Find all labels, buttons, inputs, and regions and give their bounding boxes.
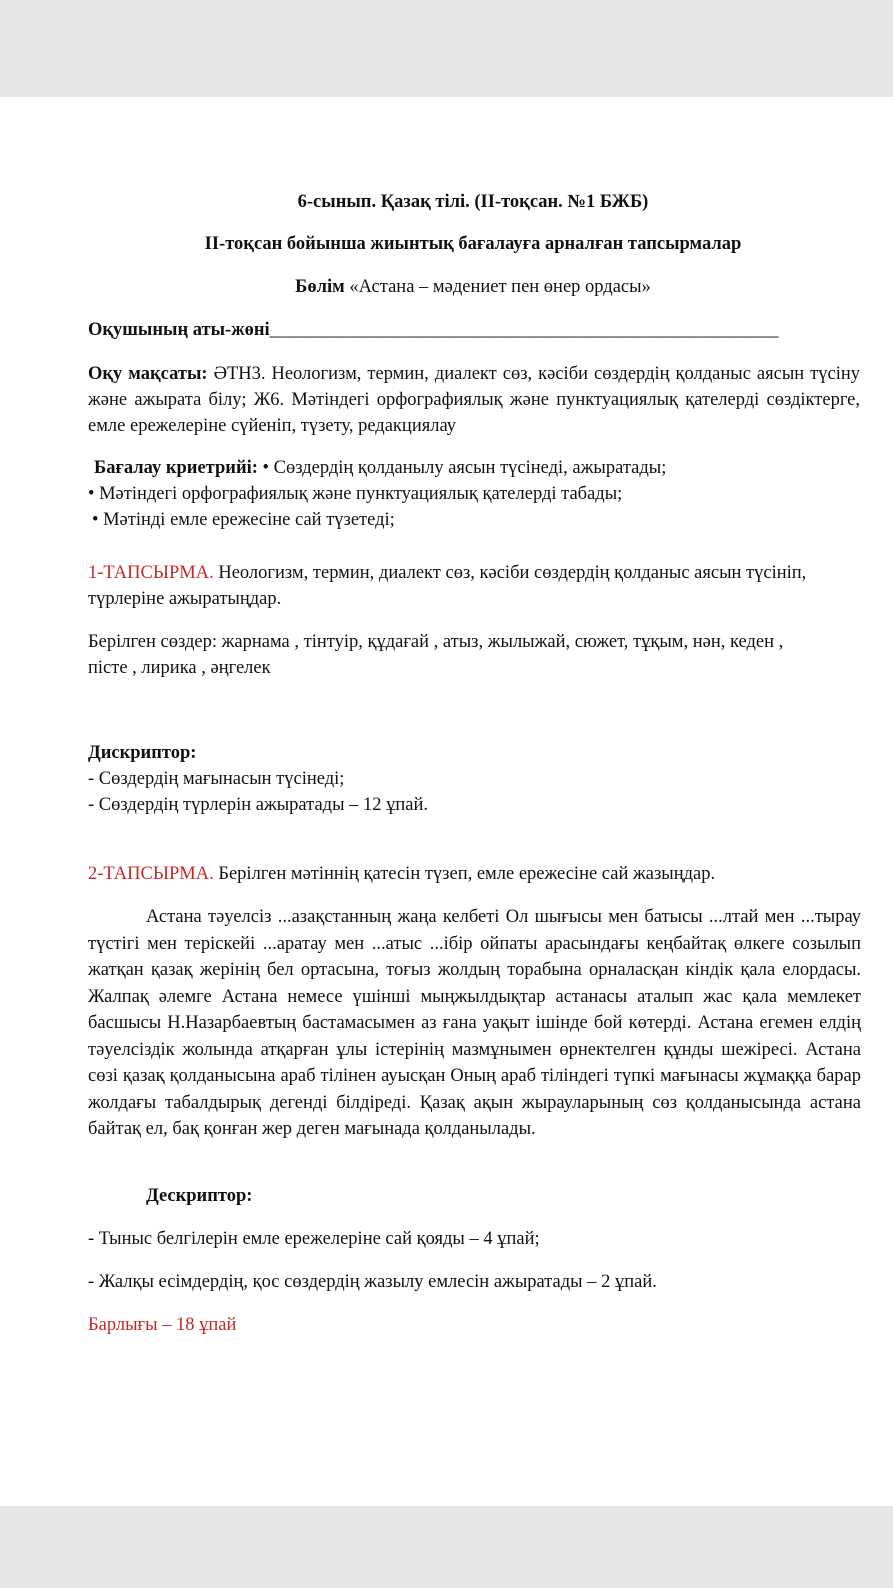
student-name-blank: _______________________________________________________ [269, 320, 779, 340]
objective-label: Оқу мақсаты: [88, 364, 208, 384]
section-line [88, 274, 858, 300]
task-1-descriptor-1: - Сөздердің мағынасын түсінеді; [88, 769, 345, 789]
objective-text: ӘТН3. Неологизм, термин, диалект сөз, кәсіби сөздердің қолданыс аясын түсіну және ажырата білу; Ж6. Мәтіндегі орфографиялық және пунктуациялық қателерді сөздіктерге, емле ережелеріне сүйеніп, түзету, редакциялау [88, 364, 860, 436]
criteria-label: Бағалау криетрийі: [94, 458, 258, 478]
criteria-line-1 [94, 455, 864, 481]
section-label: Бөлім [295, 277, 345, 297]
task-2-descriptor-1: - Тыныс белгілерін емле ережелеріне сай қояды – 4 ұпай; [88, 1229, 540, 1249]
task-2-instruction [88, 861, 863, 887]
section-name: «Астана – мәдениет пен өнер ордасы» [349, 277, 651, 297]
criteria-item-2: • Мәтіндегі орфографиялық және пунктуациялық қателерді табады; [88, 484, 623, 504]
task-2-text: Берілген мәтіннің қатесін түзеп, емле ережесіне сай жазыңдар. [213, 864, 716, 884]
page-subtitle: ІІ-тоқсан бойынша жиынтық бағалауға арналған тапсырмалар [204, 234, 742, 254]
task-2-passage: Астана тәуелсіз ...азақстанның жаңа келбеті Ол шығысы мен батысы ...лтай мен ...тырау түстігі мен теріскейі ...аратау мен ...атыс ...ібір ойпаты арасындағы кеңбайтақ өлкеге созылып жатқан қазақ жерінің бел ортасына, тоғыз жолдың торабына орналасқан кіндік қала елордасы. Жалпақ әлемге Астана немесе үшінші мыңжылдықтар астанасы аталып жас қала мемлекет басшысы Н.Назарбаевтың бастамасымен аз ғана уақыт ішінде бой көтерді. Астана егемен елдің тәуелсіздік жолында атқарған ұлы істерінің мазмұнымен өрнектелген құнды шежіресі. Астана сөзі қазақ қолданысына араб тілінен ауысқан Оның араб тіліндегі түпкі мағынасы жұмаққа барар жолдағы табалдырық дегенді білдіреді. Қазақ ақын жырауларының сөз қолданысында астана байтақ ел, бақ қонған жер деген мағынада қолданылады. [88, 907, 861, 1139]
criteria-item-1: • Сөздердің қолданылу аясын түсінеді, ажыратады; [262, 458, 667, 478]
total-score: Барлығы – 18 ұпай [88, 1315, 237, 1335]
task-2-descriptor-2: - Жалқы есімдердің, қос сөздердің жазылу емлесін ажыратады – 2 ұпай. [88, 1272, 657, 1292]
criteria-item-3: • Мәтінді емле ережесіне сай түзетеді; [92, 510, 395, 530]
task-2-descriptor-label: Дескриптор: [146, 1186, 253, 1206]
task-1-descriptor-2: - Сөздердің түрлерін ажыратады – 12 ұпай. [88, 795, 429, 815]
task-1-text: Неологизм, термин, диалект сөз, кәсіби сөздердің қолданыс аясын түсініп, түрлеріне ажыратыңдар. [88, 563, 807, 609]
document-page [0, 97, 893, 1506]
task-2-label: 2-ТАПСЫРМА. [88, 864, 214, 884]
student-name-label: Оқушының аты-жөні [88, 320, 270, 340]
task-1-label: 1-ТАПСЫРМА. [88, 563, 214, 583]
task-1-instruction [88, 560, 863, 612]
student-name-line [88, 317, 878, 343]
page-title: 6-сынып. Қазақ тілі. (ІІ-тоқсан. №1 БЖБ) [297, 192, 649, 212]
learning-objective [88, 361, 860, 439]
task-1-descriptor-label: Дискриптор: [88, 743, 197, 763]
task-1-given-words: Берілген сөздер: жарнама , тінтуір, құдағай , атыз, жылыжай, сюжет, тұқым, нән, кеден , пісте , лирика , әңгелек [88, 632, 784, 678]
